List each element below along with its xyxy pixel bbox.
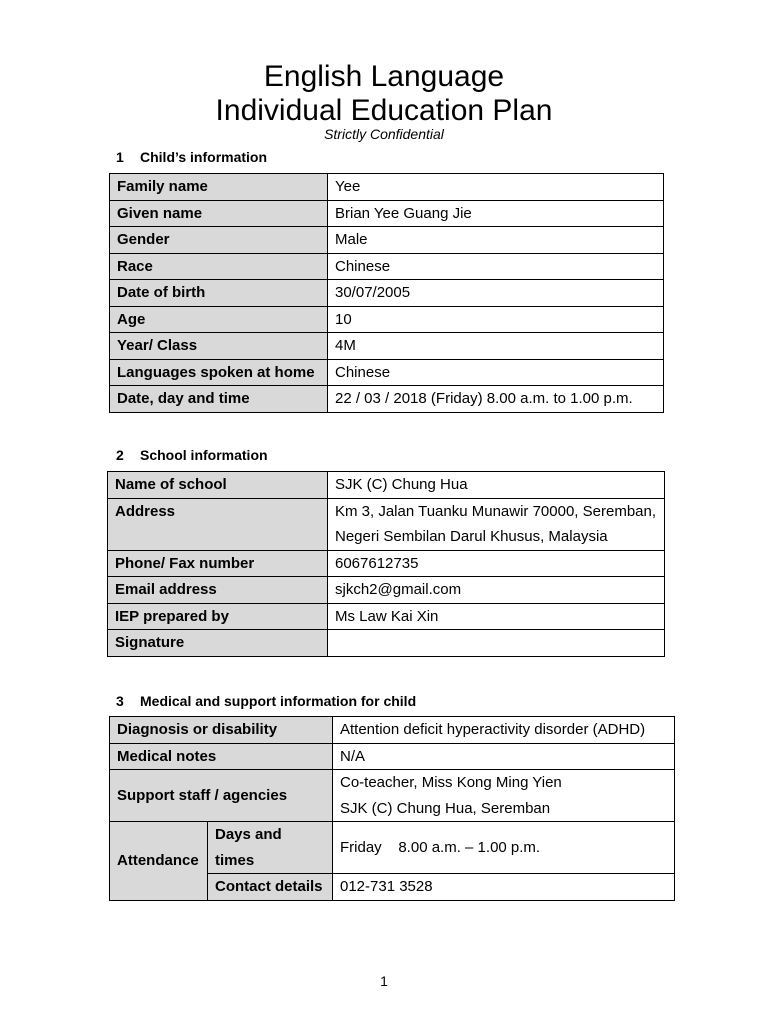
field-value-race: Chinese: [328, 253, 664, 280]
field-value-diagnosis: Attention deficit hyperactivity disorder (ADHD): [333, 717, 675, 744]
field-label-date-day-time: Date, day and time: [110, 386, 328, 413]
section-title: Child’s information: [140, 149, 268, 165]
field-value-date-of-birth: 30/07/2005: [328, 280, 664, 307]
field-value-address: Km 3, Jalan Tuanku Munawir 70000, Seremban, Negeri Sembilan Darul Khusus, Malaysia: [328, 498, 665, 550]
field-value-gender: Male: [328, 227, 664, 254]
field-value-email: sjkch2@gmail.com: [328, 577, 665, 604]
section-heading-child-info: [116, 149, 267, 165]
field-value-year-class: 4M: [328, 333, 664, 360]
table-row: [110, 174, 664, 201]
field-label-family-name: Family name: [110, 174, 328, 201]
field-label-diagnosis: Diagnosis or disability: [110, 717, 333, 744]
table-row: [110, 359, 664, 386]
field-label-languages: Languages spoken at home: [110, 359, 328, 386]
section-number: 2: [116, 447, 124, 463]
support-staff-line2: SJK (C) Chung Hua, Seremban: [340, 799, 551, 817]
table-row: [108, 577, 665, 604]
field-label-age: Age: [110, 306, 328, 333]
section-heading-school-info: [116, 447, 268, 463]
table-row: [110, 770, 675, 822]
school-info-table: [107, 471, 665, 657]
field-value-family-name: Yee: [328, 174, 664, 201]
page-number: 1: [380, 973, 388, 989]
field-label-days-times: Days and times: [208, 822, 333, 874]
field-label-phone-fax: Phone/ Fax number: [108, 550, 328, 577]
field-label-signature: Signature: [108, 630, 328, 657]
field-value-signature: [328, 630, 665, 657]
field-label-contact: Contact details: [208, 874, 333, 901]
field-label-school-name: Name of school: [108, 472, 328, 499]
field-value-given-name: Brian Yee Guang Jie: [328, 200, 664, 227]
field-value-age: 10: [328, 306, 664, 333]
table-row: [108, 630, 665, 657]
medical-info-table: [109, 716, 675, 901]
section-number: 1: [116, 149, 124, 165]
field-label-gender: Gender: [110, 227, 328, 254]
field-label-race: Race: [110, 253, 328, 280]
section-number: 3: [116, 693, 124, 709]
field-label-date-of-birth: Date of birth: [110, 280, 328, 307]
table-row: [110, 822, 675, 874]
field-value-support-staff: [333, 770, 675, 822]
table-row: [110, 280, 664, 307]
table-row: [110, 743, 675, 770]
table-row: [110, 386, 664, 413]
field-value-medical-notes: N/A: [333, 743, 675, 770]
field-value-languages: Chinese: [328, 359, 664, 386]
field-value-days-times: Friday 8.00 a.m. – 1.00 p.m.: [333, 822, 675, 874]
table-row: [110, 253, 664, 280]
document-title-line2: Individual Education Plan: [215, 94, 553, 127]
table-row: [108, 550, 665, 577]
field-label-given-name: Given name: [110, 200, 328, 227]
table-row: [108, 603, 665, 630]
table-row: [110, 306, 664, 333]
field-label-prepared-by: IEP prepared by: [108, 603, 328, 630]
field-value-date-day-time: 22 / 03 / 2018 (Friday) 8.00 a.m. to 1.00 p.m.: [328, 386, 664, 413]
section-title: Medical and support information for child: [140, 693, 417, 709]
table-row: [110, 333, 664, 360]
table-row: [110, 717, 675, 744]
field-label-address: Address: [108, 498, 328, 550]
support-staff-line1: Co-teacher, Miss Kong Ming Yien: [340, 774, 562, 791]
section-title: School information: [140, 447, 268, 463]
table-row: [110, 200, 664, 227]
section-heading-medical-info: [116, 693, 416, 709]
field-value-contact: 012-731 3528: [333, 874, 675, 901]
table-row: [108, 498, 665, 550]
field-label-medical-notes: Medical notes: [110, 743, 333, 770]
field-label-year-class: Year/ Class: [110, 333, 328, 360]
field-label-support-staff: Support staff / agencies: [110, 770, 333, 822]
child-info-table: [109, 173, 664, 413]
field-label-attendance: Attendance: [110, 822, 208, 901]
field-value-school-name: SJK (C) Chung Hua: [328, 472, 665, 499]
document-title-line1: English Language: [263, 60, 505, 93]
field-value-prepared-by: Ms Law Kai Xin: [328, 603, 665, 630]
field-value-phone-fax: 6067612735: [328, 550, 665, 577]
table-row: [110, 227, 664, 254]
table-row: [108, 472, 665, 499]
confidentiality-note: Strictly Confidential: [324, 126, 444, 142]
field-label-email: Email address: [108, 577, 328, 604]
